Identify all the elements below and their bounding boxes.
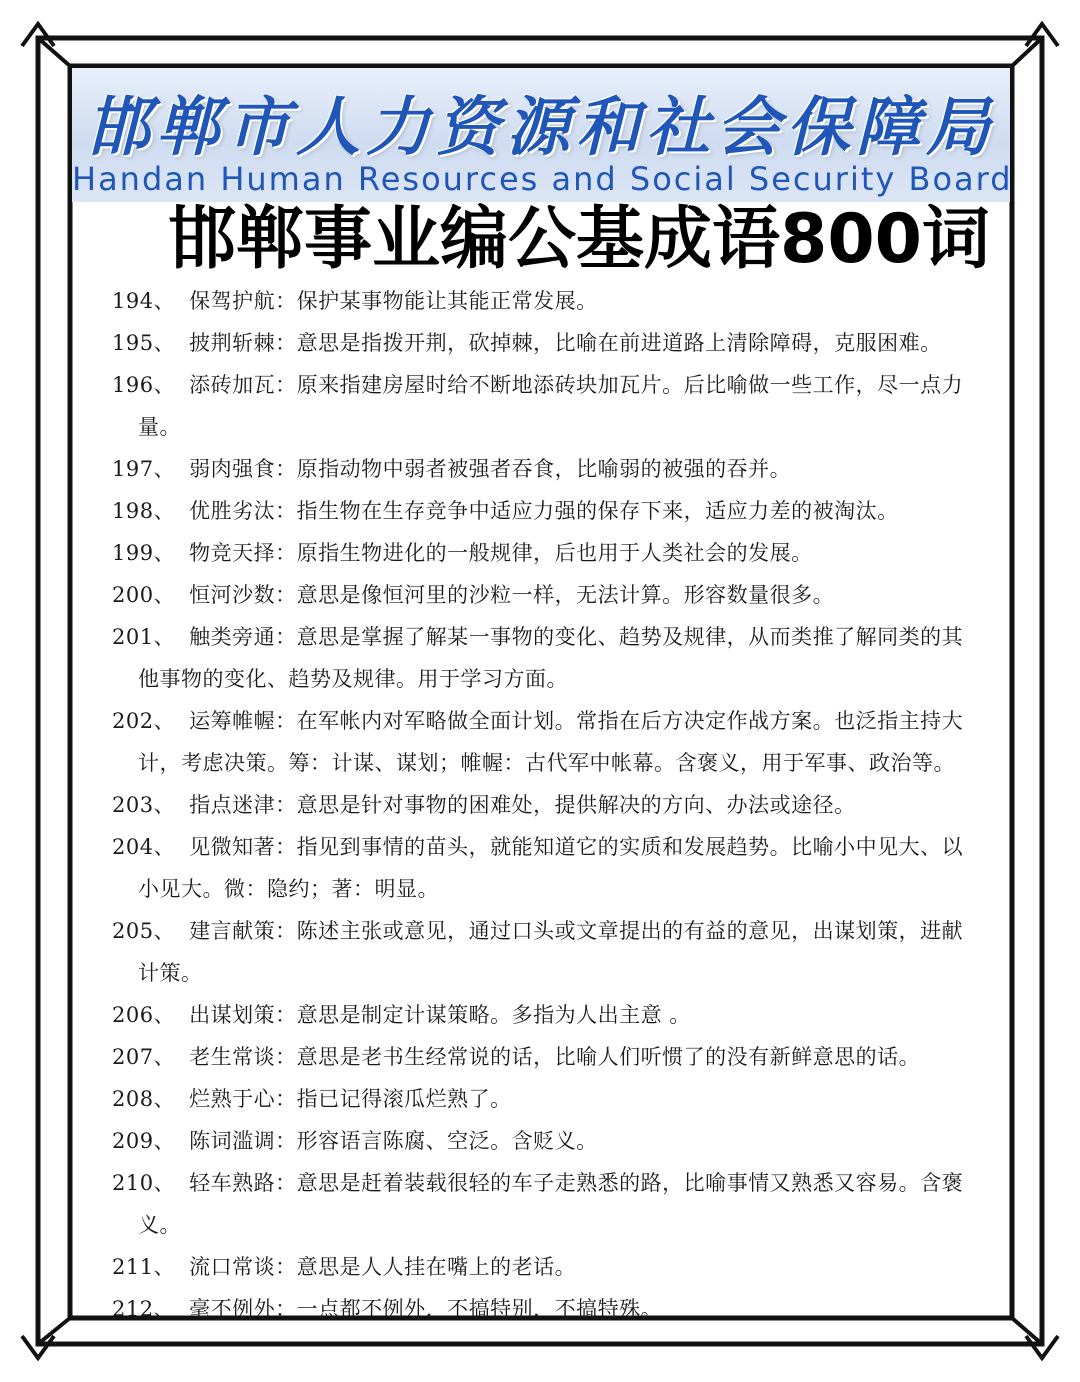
item-number: 197、 [112,457,176,481]
list-item [112,1078,972,1120]
list-item [112,1036,972,1078]
list-item [112,994,972,1036]
item-number: 206、 [112,1003,176,1027]
item-number: 204、 [112,835,176,859]
idiom-definition: ：意思是赶着装载很轻的车子走熟悉的路，比喻事情又熟悉又容易。含褒义。 [138,1171,964,1237]
idiom-word: 触类旁通 [189,625,276,649]
idiom-word: 陈词滥调 [189,1129,276,1153]
idiom-word: 运筹帷幄 [189,709,276,733]
list-item [112,532,972,574]
list-item [112,1246,972,1288]
idiom-word: 老生常谈 [189,1045,276,1069]
idiom-definition: ：意思是针对事物的困难处，提供解决的方向、办法或途径。 [275,793,856,817]
idiom-word: 添砖加瓦 [189,373,276,397]
idiom-definition: ：保护某事物能让其能正常发展。 [275,289,598,313]
idiom-definition: ：意思是像恒河里的沙粒一样，无法计算。形容数量很多。 [275,583,835,607]
list-item [112,490,972,532]
list-item [112,364,972,448]
list-item [112,448,972,490]
list-item [112,700,972,784]
idiom-word: 毫不例外 [189,1297,276,1321]
idiom-definition: ：意思是掌握了解某一事物的变化、趋势及规律，从而类推了解同类的其他事物的变化、趋势及规律。用于学习方面。 [138,625,964,691]
list-item [112,574,972,616]
idiom-definition: ：意思是人人挂在嘴上的老话。 [275,1255,577,1279]
idiom-word: 烂熟于心 [189,1087,276,1111]
idiom-definition: ：意思是制定计谋策略。多指为人出主意 。 [275,1003,691,1027]
idiom-word: 弱肉强食 [189,457,276,481]
idiom-word: 恒河沙数 [189,583,276,607]
list-item [112,1162,972,1246]
idiom-definition: ：指生物在生存竞争中适应力强的保存下来，适应力差的被淘汰。 [275,499,899,523]
idiom-definition: ：意思是指拨开荆，砍掉棘，比喻在前进道路上清除障碍，克服困难。 [275,331,942,355]
list-item [112,784,972,826]
idiom-word: 建言献策 [189,919,276,943]
page-title: 邯郸事业编公基成语800词 [168,200,990,279]
item-number: 205、 [112,919,176,943]
item-number: 199、 [112,541,176,565]
idiom-definition: ：一点都不例外，不搞特别，不搞特殊。 [275,1297,663,1321]
item-number: 200、 [112,583,176,607]
item-number: 203、 [112,793,176,817]
idiom-definition: ：指见到事情的苗头，就能知道它的实质和发展趋势。比喻小中见大、以小见大。微：隐约；著：明显。 [138,835,964,901]
list-item [112,1120,972,1162]
item-number: 210、 [112,1171,176,1195]
idiom-definition: ：意思是老书生经常说的话，比喻人们听惯了的没有新鲜意思的话。 [275,1045,921,1069]
item-number: 201、 [112,625,176,649]
item-number: 196、 [112,373,176,397]
list-item [112,616,972,700]
item-number: 208、 [112,1087,176,1111]
header-banner [72,68,1013,202]
org-name-english: Handan Human Resources and Social Security Board [72,160,1013,198]
idiom-definition: ：原来指建房屋时给不断地添砖块加瓦片。后比喻做一些工作，尽一点力量。 [138,373,964,439]
list-item [112,1288,972,1330]
idiom-list [112,280,972,1330]
idiom-word: 指点迷津 [189,793,276,817]
idiom-word: 优胜劣汰 [189,499,276,523]
org-name-chinese: 邯郸市人力资源和社会保障局 [86,91,996,165]
list-item [112,280,972,322]
idiom-word: 出谋划策 [189,1003,276,1027]
item-number: 194、 [112,289,176,313]
idiom-definition: ：原指动物中弱者被强者吞食，比喻弱的被强的吞并。 [275,457,792,481]
idiom-definition: ：形容语言陈腐、空泛。含贬义。 [275,1129,598,1153]
item-number: 198、 [112,499,176,523]
item-number: 195、 [112,331,176,355]
idiom-word: 保驾护航 [189,289,276,313]
item-number: 202、 [112,709,176,733]
idiom-word: 见微知著 [189,835,276,859]
item-number: 212、 [112,1297,176,1321]
idiom-word: 流口常谈 [189,1255,276,1279]
list-item [112,910,972,994]
idiom-definition: ：在军帐内对军略做全面计划。常指在后方决定作战方案。也泛指主持大计，考虑决策。筹：计谋、谋划；帷幄：古代军中帐幕。含褒义，用于军事、政治等。 [138,709,964,775]
item-number: 209、 [112,1129,176,1153]
item-number: 211、 [112,1255,176,1279]
idiom-definition: ：原指生物进化的一般规律，后也用于人类社会的发展。 [275,541,813,565]
idiom-word: 轻车熟路 [189,1171,276,1195]
list-item [112,826,972,910]
idiom-definition: ：指已记得滚瓜烂熟了。 [275,1087,512,1111]
list-item [112,322,972,364]
item-number: 207、 [112,1045,176,1069]
idiom-definition: ：陈述主张或意见，通过口头或文章提出的有益的意见，出谋划策，进献计策。 [138,919,964,985]
idiom-word: 物竞天择 [189,541,276,565]
idiom-word: 披荆斩棘 [189,331,276,355]
